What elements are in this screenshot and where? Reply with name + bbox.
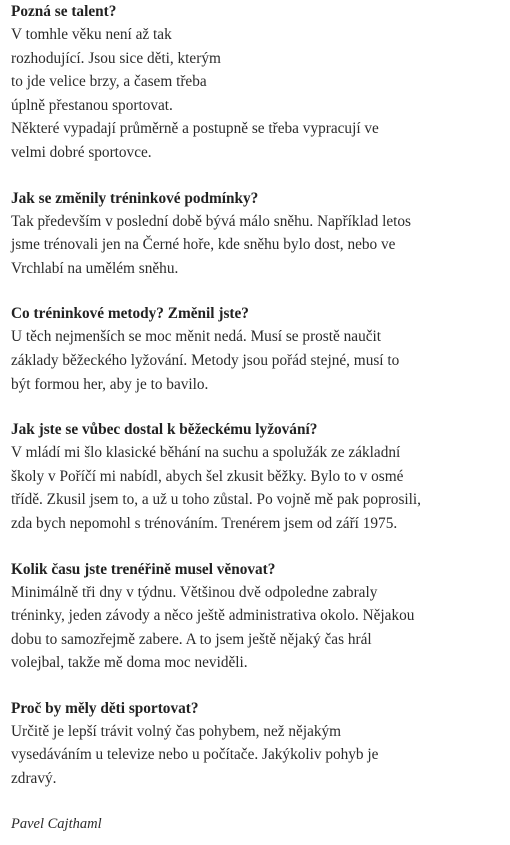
answer-line: Určitě je lepší trávit volný čas pohybem, než nějakým — [11, 722, 342, 740]
answer-line: Některé vypadají průměrně a postupně se třeba vypracují ve — [11, 120, 379, 138]
answer-paragraph — [11, 720, 505, 791]
question-heading: Jak jste se vůbec dostal k běžeckému lyžování? — [11, 421, 318, 439]
author-signature: Pavel Cajthaml — [11, 815, 102, 832]
answer-line: velmi dobré sportovce. — [11, 143, 152, 161]
answer-line: U těch nejmenších se moc měnit nedá. Musí se prostě naučit — [11, 328, 382, 346]
answer-line: tréninky, jeden závody a něco ještě administrativa okolo. Nějakou — [11, 607, 415, 625]
answer-paragraph — [11, 210, 505, 281]
qa-section-beginnings — [11, 418, 505, 535]
question-heading: Kolik času jste trenéřině musel věnovat? — [11, 560, 276, 578]
answer-line: školy v Poříčí mi nabídl, abych šel zkusit běžky. Bylo to v osmé — [11, 467, 404, 485]
answer-paragraph — [11, 325, 505, 396]
qa-section-talent — [11, 0, 505, 165]
answer-line: vysedáváním u televize nebo u počítače. Jakýkoliv pohyb je — [11, 746, 379, 764]
answer-line: zdravý. — [11, 770, 57, 788]
qa-section-conditions — [11, 187, 505, 281]
answer-line: jsme trénovali jen na Černé hoře, kde sněhu bylo dost, nebo ve — [11, 236, 396, 254]
question-heading: Pozná se talent? — [11, 3, 117, 20]
answer-paragraph — [11, 23, 505, 165]
qa-section-methods — [11, 302, 505, 396]
answer-line: dobu to samozřejmě zabere. A to jsem ještě nějaký čas hrál — [11, 630, 372, 648]
question-heading: Proč by měly děti sportovat? — [11, 699, 199, 717]
answer-line: Tak především v poslední době bývá málo sněhu. Například letos — [11, 212, 411, 230]
answer-line: základy běžeckého lyžování. Metody jsou pořád stejné, musí to — [11, 351, 400, 369]
answer-line: být formou her, aby je to bavilo. — [11, 375, 209, 393]
answer-line: zda bych nepomohl s trénováním. Trenérem jsem od září 1975. — [11, 514, 398, 532]
qa-section-why-sport — [11, 697, 505, 791]
answer-line: rozhodující. Jsou sice děti, kterým — [11, 49, 221, 67]
answer-line: úplně přestanou sportovat. — [11, 96, 173, 114]
qa-section-time — [11, 558, 505, 675]
question-heading: Jak se změnily tréninkové podmínky? — [11, 189, 259, 207]
answer-line: třídě. Zkusil jsem to, a už u toho zůstal. Po vojně mě pak poprosili, — [11, 491, 421, 509]
answer-line: Vrchlabí na umělém sněhu. — [11, 259, 179, 277]
answer-line: volejbal, takže mě doma moc neviděli. — [11, 654, 248, 672]
answer-line: V mládí mi šlo klasické běhání na suchu a spolužák ze základní — [11, 444, 401, 462]
answer-line: Minimálně tři dny v týdnu. Většinou dvě odpoledne zabraly — [11, 583, 378, 601]
article-body — [11, 0, 505, 835]
answer-paragraph — [11, 581, 505, 675]
question-heading: Co tréninkové metody? Změnil jste? — [11, 305, 249, 323]
answer-line: V tomhle věku není až tak — [11, 26, 172, 43]
answer-paragraph — [11, 441, 505, 535]
answer-line: to jde velice brzy, a časem třeba — [11, 73, 207, 91]
